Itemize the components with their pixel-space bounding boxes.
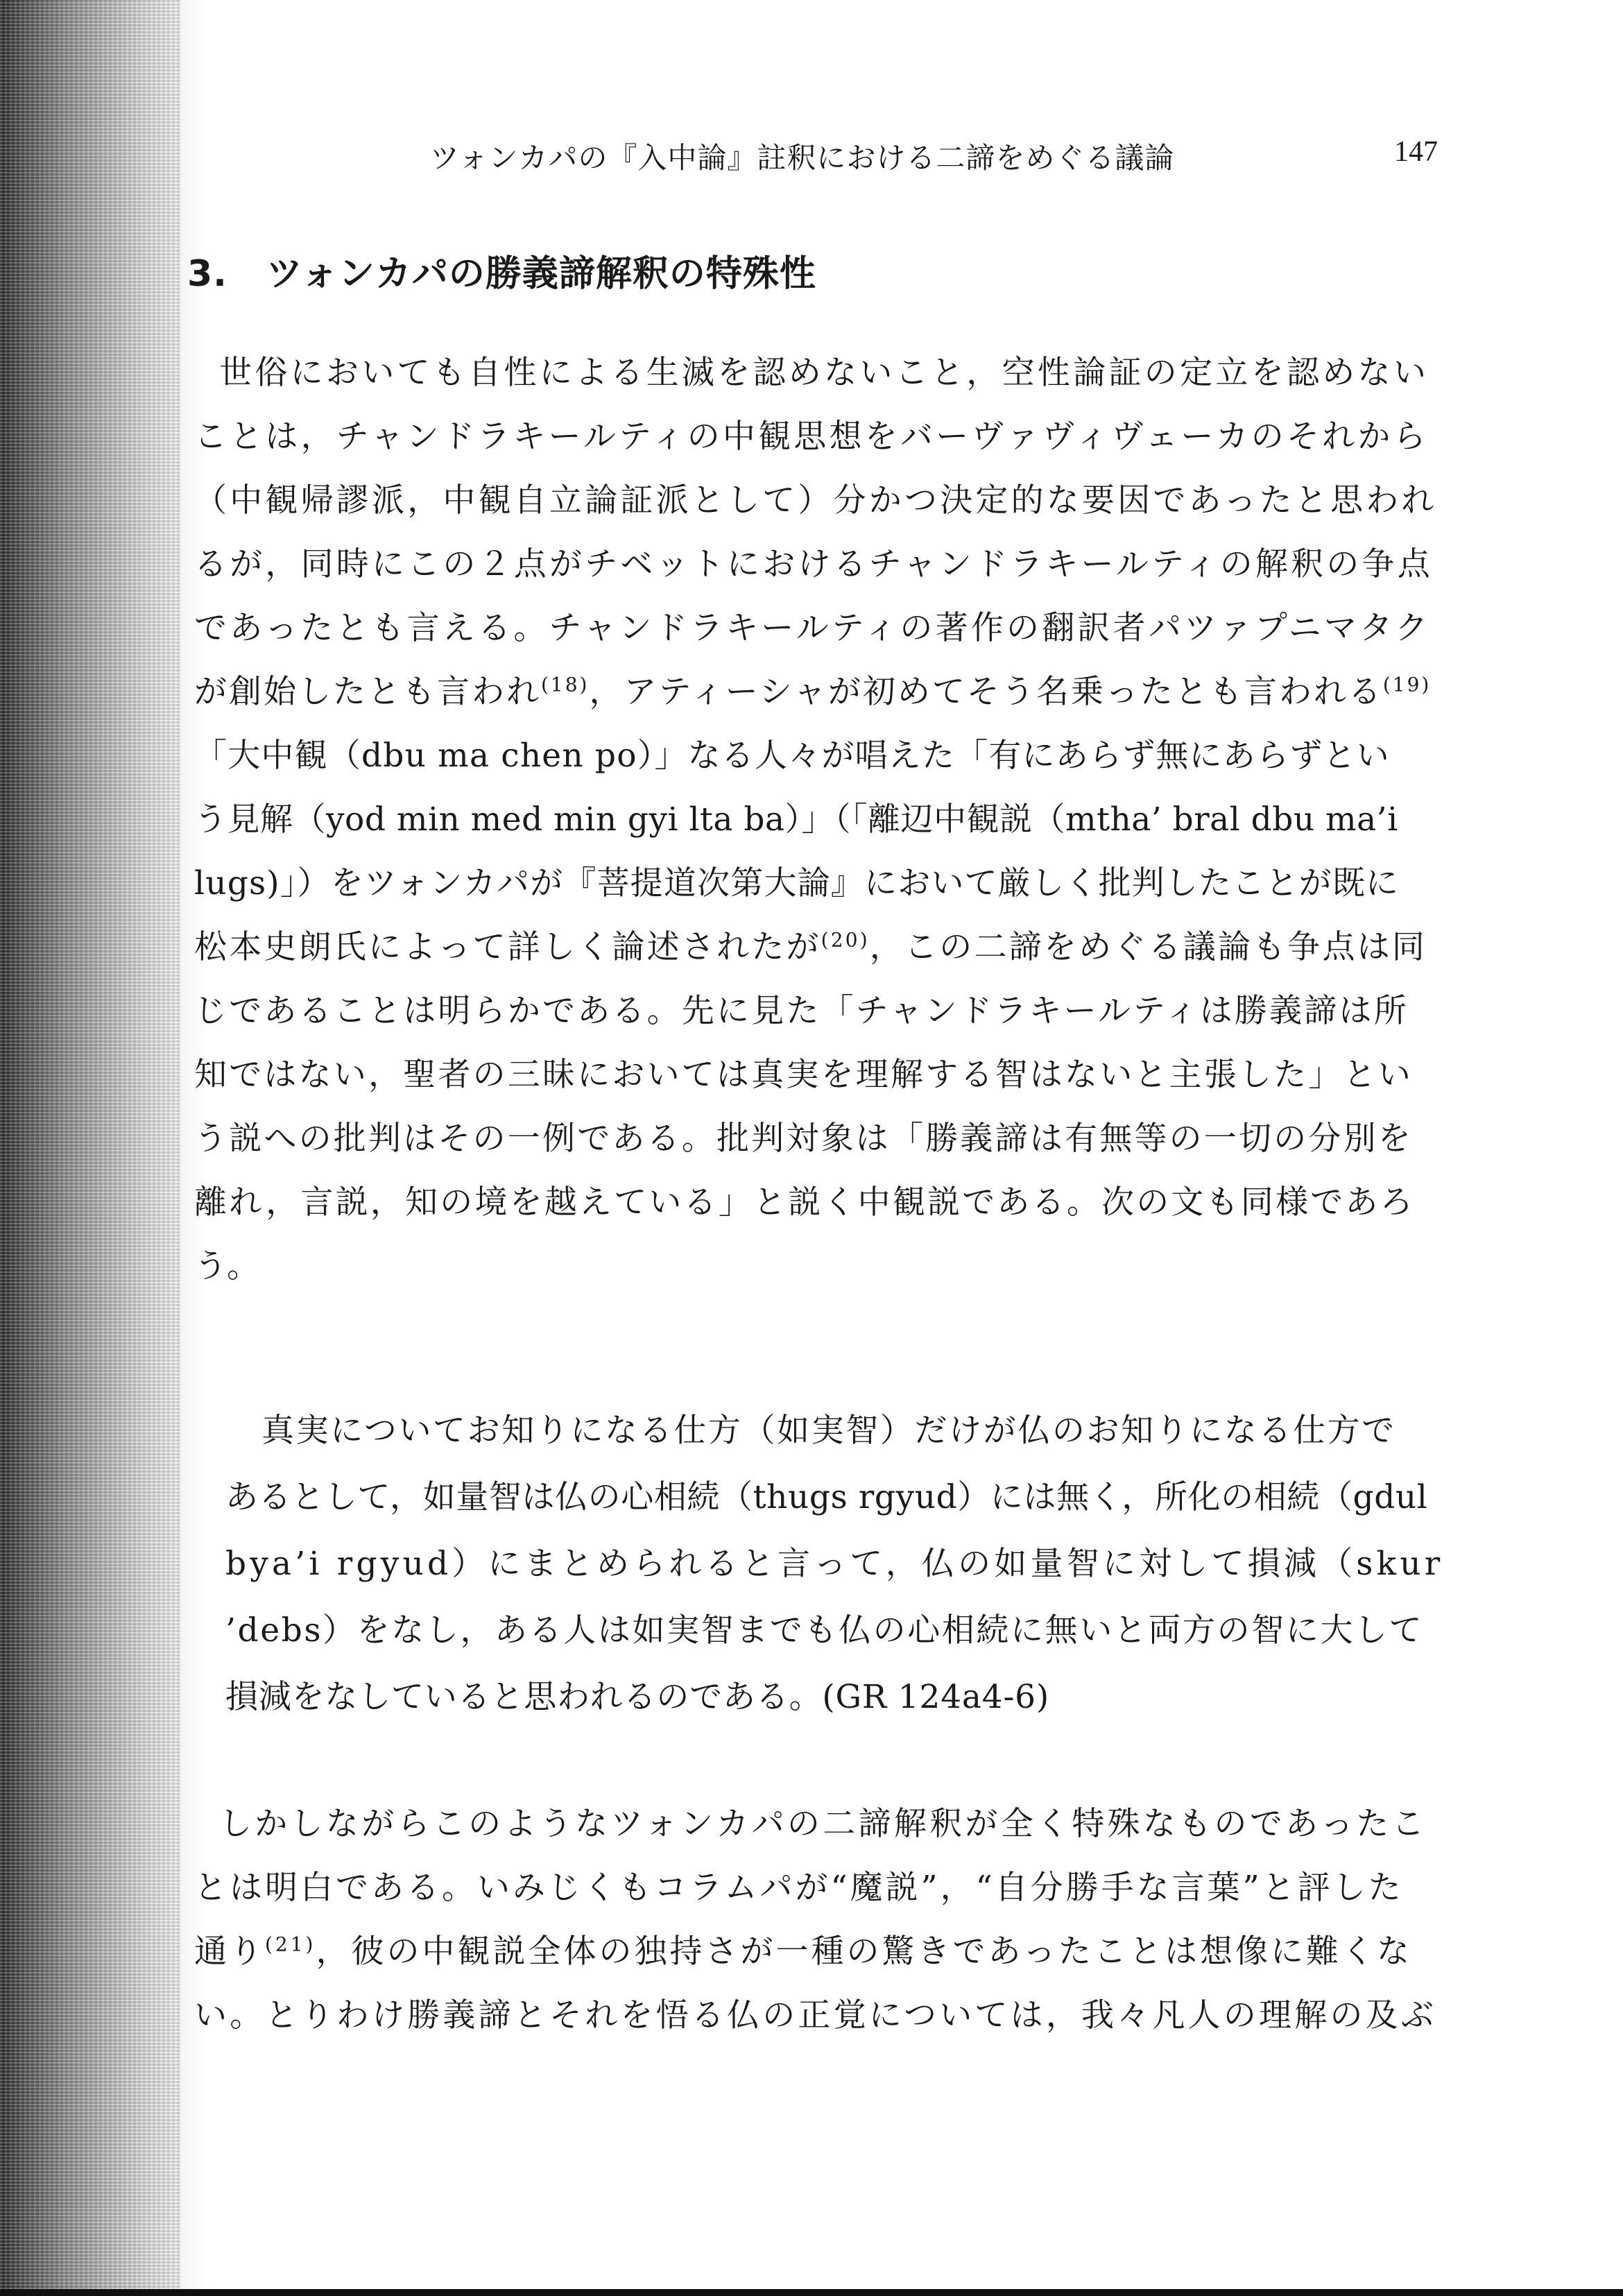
section-title: ツォンカパの勝義諦解釈の特殊性 bbox=[266, 253, 816, 295]
text-line: lugs)」）をツォンカパが『菩提道次第大論』において厳しく批判したことが既に bbox=[194, 864, 1400, 902]
text-line: ’debs）をなし，ある人は如実智までも仏の心相続に無いと両方の智に大して bbox=[225, 1611, 1424, 1650]
text-run: ，彼の中観説全体の独持さが一種の驚きであったことは想像に難くな bbox=[316, 1933, 1413, 1971]
text-run: ，この二諦をめぐる議論も争点は同 bbox=[869, 928, 1427, 966]
text-line: じであることは明らかである。先に見た「チャンドラキールティは勝義諦は所 bbox=[194, 992, 1409, 1030]
scan-bottom-edge bbox=[0, 2289, 1623, 2296]
text-line: 真実についてお知りになる仕方（如実智）だけが仏のお知りになる仕方で bbox=[261, 1412, 1396, 1450]
text-run: 通り bbox=[194, 1933, 265, 1971]
paragraph-2 bbox=[194, 1798, 1443, 2075]
scan-gutter-texture bbox=[0, 0, 180, 2296]
running-head-title: ツォンカパの『入中論』註釈における二諦をめぐる議論 bbox=[430, 141, 1175, 175]
block-quote bbox=[225, 1405, 1446, 1738]
text-line: 「大中観（dbu ma chen po）」なる人々が唱えた「有にあらず無にあらずとい bbox=[194, 737, 1390, 775]
text-line: るが，同時にこの２点がチベットにおけるチャンドラキールティの解釈の争点 bbox=[194, 545, 1433, 583]
text-line: 世俗においても自性による生滅を認めないこと，空性論証の定立を認めない bbox=[219, 354, 1429, 392]
text-line: 離れ，言説，知の境を越えている」と説く中観説である。次の文も同様であろ bbox=[194, 1183, 1415, 1222]
text-line: い。とりわけ勝義諦とそれを悟る仏の正覚については，我々凡人の理解の及ぶ bbox=[194, 1996, 1437, 2034]
text-run: が創始したとも言われ bbox=[194, 673, 541, 711]
text-line: う。 bbox=[194, 1247, 259, 1285]
text-line: 知ではない，聖者の三昧においては真実を理解する智はないと主張した」とい bbox=[194, 1056, 1413, 1094]
text-line: ことは，チャンドラキールティの中観思想をバーヴァヴィヴェーカのそれから bbox=[194, 418, 1429, 456]
footnote-ref-19: (19) bbox=[1382, 673, 1432, 696]
text-line: bya’i rgyud）にまとめられると言って，仏の如量智に対して損減（skur bbox=[225, 1545, 1444, 1583]
text-line: 損減をなしていると思われるのである。(GR 124a4-6) bbox=[225, 1678, 1049, 1716]
section-number: 3. bbox=[187, 253, 227, 295]
text-run: 松本史朗氏によって詳しく論述されたが bbox=[194, 928, 821, 966]
section-heading bbox=[187, 244, 816, 296]
paragraph-1 bbox=[194, 347, 1443, 1318]
page-number: 147 bbox=[1394, 136, 1438, 168]
text-line bbox=[194, 1926, 1412, 1972]
text-line: う見解（yod min med min gyi lta ba）」（「離辺中観説（mtha’ bral dbu ma’i bbox=[194, 800, 1398, 839]
text-line bbox=[194, 921, 1427, 968]
text-line: であったとも言える。チャンドラキールティの著作の翻訳者パツァプニマタク bbox=[194, 609, 1431, 647]
text-line: う説への批判はその一例である。批判対象は「勝義諦は有無等の一切の分別を bbox=[194, 1120, 1413, 1158]
text-line: しかしながらこのようなツォンカパの二諦解釈が全く特殊なものであったこ bbox=[219, 1805, 1427, 1843]
footnote-ref-18: (18) bbox=[541, 673, 590, 696]
text-line: （中観帰謬派，中観自立論証派として）分かつ決定的な要因であったと思われ bbox=[194, 481, 1437, 520]
running-head bbox=[0, 135, 1623, 177]
text-line: あるとして，如量智は仏の心相続（thugs rgyud）には無く，所化の相続（gdul bbox=[225, 1478, 1428, 1516]
text-line bbox=[194, 666, 1431, 712]
footnote-ref-20: (20) bbox=[821, 928, 870, 952]
text-run: ，アティーシャが初めてそう名乗ったとも言われる bbox=[589, 673, 1383, 711]
footnote-ref-21: (21) bbox=[265, 1933, 316, 1956]
text-line: とは明白である。いみじくもコラムパが“魔説”，“自分勝手な言葉”と評した bbox=[194, 1869, 1404, 1907]
